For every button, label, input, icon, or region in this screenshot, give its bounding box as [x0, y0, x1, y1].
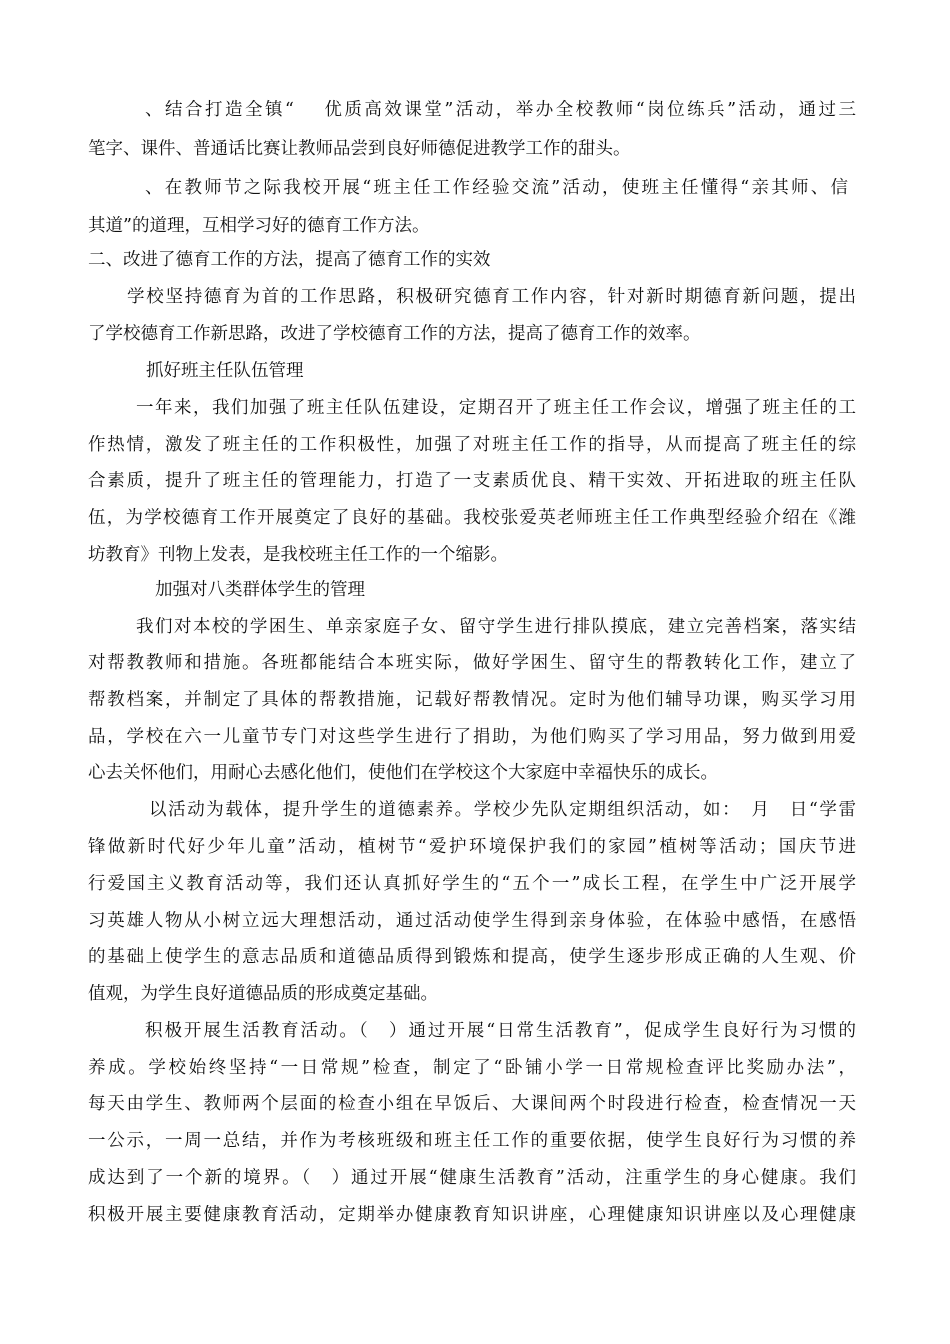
text-line-13: 坊教育》刊物上发表，是我校班主任工作的一个缩影。 — [88, 545, 508, 565]
text-line-25: 值观，为学生良好道德品质的形成奠定基础。 — [88, 984, 438, 1004]
text-line-21: 锋做新时代好少年儿童”活动，植树节“爱护环境保护我们的家园”植树等活动；国庆节进 — [88, 837, 856, 857]
text-line-23: 习英雄人物从小树立远大理想活动，通过活动使学生得到亲身体验，在体验中感悟，在感悟 — [88, 911, 856, 931]
text-line-16: 对帮教教师和措施。各班都能结合本班实际，做好学困生、留守生的帮教转化工作，建立了 — [88, 653, 856, 673]
text-line-28: 每天由学生、教师两个层面的检查小组在早饭后、大课间两个时段进行检查，检查情况一天 — [88, 1094, 856, 1114]
text-line-30: 成达到了一个新的境界。（ ）通过开展“健康生活教育”活动，注重学生的身心健康。我们 — [88, 1168, 856, 1188]
text-line-26: 积极开展生活教育活动。（ ）通过开展“日常生活教育”，促成学生良好行为习惯的 — [145, 1021, 856, 1041]
text-line-29: 一公示，一周一总结，并作为考核班级和班主任工作的重要依据，使学生良好行为习惯的养 — [88, 1131, 856, 1151]
text-line-18: 品，学校在六一儿童节专门对这些学生进行了捐助，为他们购买了学习用品，努力做到用爱 — [88, 727, 856, 747]
text-line-20: 以活动为载体，提升学生的道德素养。学校少先队定期组织活动，如： 月 日“学雷 — [149, 800, 856, 820]
text-line-4: 其道”的道理，互相学习好的德育工作方法。 — [88, 216, 430, 236]
section-heading-2: 二、改进了德育工作的方法，提高了德育工作的实效 — [88, 250, 491, 270]
text-line-12: 伍，为学校德育工作开展奠定了良好的基础。我校张爱英老师班主任工作典型经验介绍在《潍 — [88, 508, 856, 528]
text-line-19: 心去关怀他们，用耐心去感化他们，使他们在学校这个大家庭中幸福快乐的成长。 — [88, 763, 718, 783]
subheading-eight-groups: 加强对八类群体学生的管理 — [155, 580, 365, 600]
text-line-1: 、结合打造全镇“ 优质高效课堂”活动，举办全校教师“岗位练兵”活动，通过三 — [145, 100, 856, 120]
text-line-10: 作热情，激发了班主任的工作积极性，加强了对班主任工作的指导，从而提高了班主任的综 — [88, 435, 856, 455]
text-line-22: 行爱国主义教育活动等，我们还认真抓好学生的“五个一”成长工程，在学生中广泛开展学 — [88, 874, 856, 894]
text-line-7: 了学校德育工作新思路，改进了学校德育工作的方法，提高了德育工作的效率。 — [88, 324, 701, 344]
text-line-15: 我们对本校的学困生、单亲家庭子女、留守学生进行排队摸底，建立完善档案，落实结 — [136, 617, 856, 637]
text-line-27: 养成。学校始终坚持“一日常规”检查，制定了“卧铺小学一日常规检查评比奖励办法”， — [88, 1058, 856, 1078]
subheading-class-teacher: 抓好班主任队伍管理 — [146, 361, 304, 381]
text-line-24: 的基础上使学生的意志品质和道德品质得到锻炼和提高，使学生逐步形成正确的人生观、价 — [88, 947, 856, 967]
text-line-31: 积极开展主要健康教育活动，定期举办健康教育知识讲座，心理健康知识讲座以及心理健康 — [88, 1205, 856, 1225]
text-line-17: 帮教档案，并制定了具体的帮教措施，记载好帮教情况。定时为他们辅导功课，购买学习用 — [88, 690, 856, 710]
text-line-11: 合素质，提升了班主任的管理能力，打造了一支素质优良、精干实效、开拓进取的班主任队 — [88, 471, 856, 491]
text-line-9: 一年来，我们加强了班主任队伍建设，定期召开了班主任工作会议，增强了班主任的工 — [136, 398, 856, 418]
text-line-6: 学校坚持德育为首的工作思路，积极研究德育工作内容，针对新时期德育新问题，提出 — [127, 287, 856, 307]
text-line-2: 笔字、课件、普通话比赛让教师品尝到良好师德促进教学工作的甜头。 — [88, 139, 631, 159]
text-line-3: 、在教师节之际我校开展“班主任工作经验交流”活动，使班主任懂得“亲其师、信 — [145, 178, 848, 198]
